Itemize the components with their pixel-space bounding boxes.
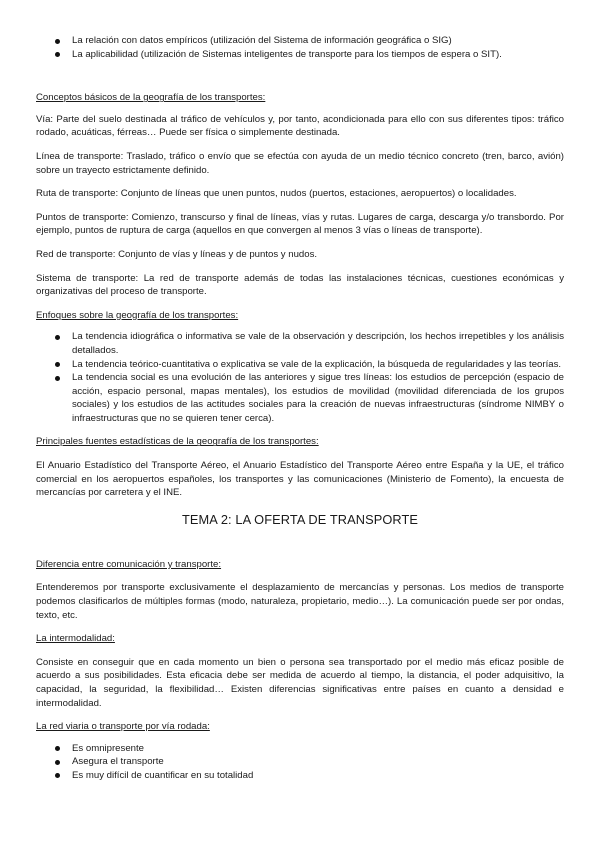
paragraph-red: Red de transporte: Conjunto de vías y líneas y de puntos y nudos. <box>36 248 318 260</box>
bullet-icon <box>55 52 60 57</box>
list-item <box>36 34 564 48</box>
section-heading-enfoques: Enfoques sobre la geografía de los transportes: <box>36 309 239 321</box>
list-item-text: La aplicabilidad (utilización de Sistemas inteligentes de transporte para los tiempos de espera o SIT). <box>72 48 502 60</box>
list-item-text: Asegura el transporte <box>72 756 164 768</box>
list-item <box>36 742 564 756</box>
paragraph-puntos: Puntos de transporte: Comienzo, transcurso y final de líneas, vías y rutas. Lugares de carga, descarga y/o transbordo. Por ejemplo, puntos de ruptura de carga (aquellos en que convergen al menos 3 vías o líneas de transporte). <box>36 211 564 237</box>
list-item-text: La relación con datos empíricos (utilización del Sistema de información geográfica o SIG) <box>72 35 452 46</box>
bullet-icon <box>55 39 60 44</box>
list-item <box>36 755 564 769</box>
paragraph-ruta: Ruta de transporte: Conjunto de líneas que unen puntos, nudos (puertos, estaciones, aeropuertos) o localidades. <box>36 188 517 200</box>
list-item-text: La tendencia idiográfica o informativa se vale de la observación y descripción, los hechos irrepetibles y los análisis detallados. <box>72 331 564 356</box>
top-bullet-list <box>36 34 564 61</box>
section-heading-diferencia: Diferencia entre comunicación y transporte: <box>36 558 222 570</box>
red-viaria-list <box>36 742 564 783</box>
paragraph-linea: Línea de transporte: Traslado, tráfico o envío que se efectúa con ayuda de un medio técnico concreto (tren, barco, avión) sobre un trayecto estrictamente definido. <box>36 150 564 176</box>
list-item <box>36 769 564 783</box>
bullet-icon <box>55 376 60 381</box>
section-heading-red-viaria: La red viaria o transporte por vía rodada: <box>36 721 210 733</box>
chapter-title: TEMA 2: LA OFERTA DE TRANSPORTE <box>181 511 419 527</box>
list-item-text: Es muy difícil de cuantificar en su totalidad <box>72 769 254 781</box>
list-item-text: Es omnipresente <box>72 742 144 754</box>
paragraph-fuentes: El Anuario Estadístico del Transporte Aéreo, el Anuario Estadístico del Transporte Aéreo entre España y la UE, el tráfico comercial en los aeropuertos españoles, los transportes y las comunicaciones (Ministerio de Fomento), la encuesta de mercancías por carretera y el INE. <box>36 460 564 499</box>
paragraph-via: Vía: Parte del suelo destinada al tráfico de vehículos y, por tanto, acondicionada para ello con sus diferentes tipos: tráfico rodado, acuáticas, férreas… Puede ser física o simplemente destinada. <box>36 113 564 139</box>
paragraph-sistema: Sistema de transporte: La red de transporte además de todas las instalaciones técnicas, cuestiones económicas y organizativas del proceso de transporte. <box>36 272 564 298</box>
list-item-text: La tendencia social es una evolución de las anteriores y sigue tres líneas: los estudios de percepción (espacio de acción, espacio personal, mapas mentales), los estudios de movilidad (movilidad diferenciada de los grupos sociales) y los estudios de las actitudes sociales para la creación de nuevas infraestructuras (síndrome NIMBY o infraestructuras que no se quieren tener cerca). <box>72 372 564 424</box>
list-item <box>36 358 564 372</box>
section-heading-conceptos: Conceptos básicos de la geografía de los transportes: <box>36 92 266 104</box>
bullet-icon <box>55 773 60 778</box>
paragraph-diferencia: Entenderemos por transporte exclusivamente el desplazamiento de mercancías y personas. Los medios de transporte podemos clasificarlos de múltiples formas (modo, naturaleza, propietario, medio…). La comunicación puede ser por ondas, texto, etc. <box>36 582 564 621</box>
section-heading-intermodalidad: La intermodalidad: <box>36 633 115 645</box>
bullet-icon <box>55 760 60 765</box>
paragraph-intermodalidad: Consiste en conseguir que en cada momento un bien o persona sea transportado por el medio más eficaz posible de acuerdo a sus posibilidades. Esta eficacia debe ser medida de acuerdo al tiempo, la distancia, el poder adquisitivo, la capacidad, la seguridad, la flexibilidad… Existen diferencias significativas entre países en cuanto a densidad e intermodalidad. <box>36 656 564 709</box>
list-item <box>36 330 564 357</box>
bullet-icon <box>55 335 60 340</box>
list-item <box>36 371 564 425</box>
enfoques-list <box>36 330 564 425</box>
list-item <box>36 48 564 62</box>
section-heading-fuentes: Principales fuentes estadísticas de la geografía de los transportes: <box>36 436 319 448</box>
bullet-icon <box>55 362 60 367</box>
bullet-icon <box>55 746 60 751</box>
list-item-text: La tendencia teórico-cuantitativa o explicativa se vale de la explicación, la búsqueda de regularidades y las teorías. <box>72 358 562 370</box>
